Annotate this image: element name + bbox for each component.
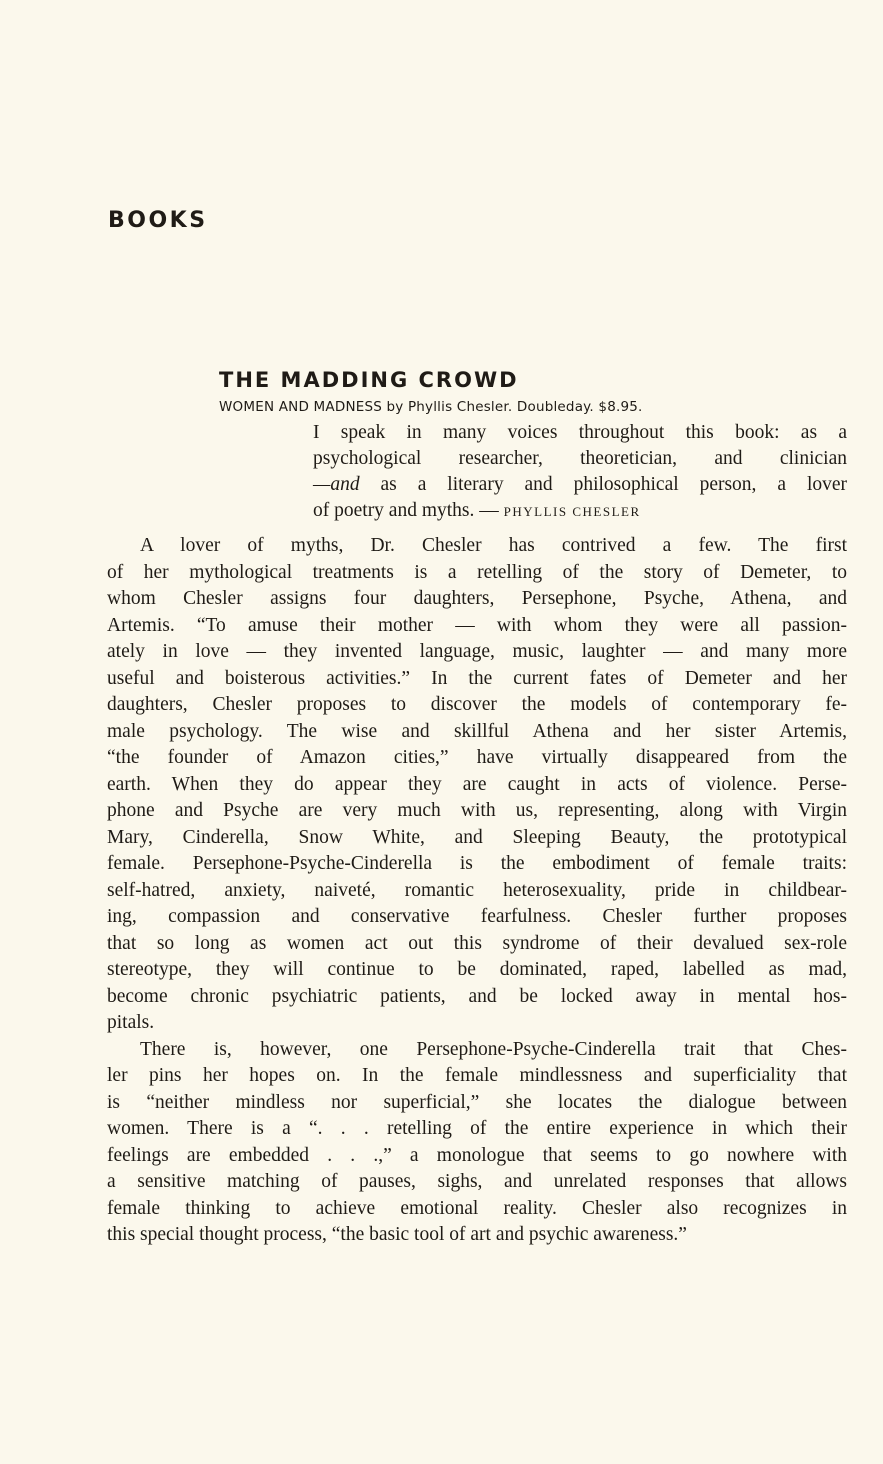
body-line: phone and Psyche are very much with us, representing, along with Virgin bbox=[107, 800, 847, 821]
body-line: that so long as women act out this syndrome of their devalued sex-role bbox=[107, 932, 847, 954]
epigraph-text: as a literary and philosophical person, a lover bbox=[380, 474, 848, 495]
body-line: useful and boisterous activities.” In the current fates of Demeter and her bbox=[107, 667, 847, 689]
body-line: this special thought process, “the basic tool of art and psychic awareness.” bbox=[107, 1224, 687, 1245]
body-line: Artemis. “To amuse their mother — with whom they were all passion- bbox=[107, 614, 847, 636]
body-line: pitals. bbox=[107, 1012, 155, 1033]
body-line: whom Chesler assigns four daughters, Persephone, Psyche, Athena, and bbox=[107, 588, 847, 609]
epigraph-line: psychological researcher, theoretician, and clinician bbox=[313, 448, 847, 469]
body-line: ler pins her hopes on. In the female mindlessness and superficiality that bbox=[107, 1065, 847, 1086]
epigraph-line bbox=[313, 498, 847, 524]
body-line: women. There is a “. . . retelling of the entire experience in which their bbox=[107, 1118, 847, 1139]
body-line: female thinking to achieve emotional reality. Chesler also recognizes in bbox=[107, 1197, 847, 1219]
body-line: stereotype, they will continue to be dominated, raped, labelled as mad, bbox=[107, 959, 847, 980]
epigraph bbox=[313, 420, 847, 524]
body-line: A lover of myths, Dr. Chesler has contrived a few. The first bbox=[140, 535, 847, 556]
body-line: feelings are embedded . . .,” a monologue that seems to go nowhere with bbox=[107, 1144, 847, 1166]
book-info: WOMEN AND MADNESS by Phyllis Chesler. Doubleday. $8.95. bbox=[219, 399, 643, 415]
body-line: a sensitive matching of pauses, sighs, and unrelated responses that allows bbox=[107, 1171, 847, 1192]
body-line: daughters, Chesler proposes to discover the models of contemporary fe- bbox=[107, 694, 847, 715]
body-line: “the founder of Amazon cities,” have virtually disappeared from the bbox=[107, 747, 847, 768]
epigraph-attribution: PHYLLIS CHESLER bbox=[503, 504, 641, 519]
epigraph-text: of poetry and myths. — bbox=[313, 500, 499, 521]
body-line: There is, however, one Persephone-Psyche-Cinderella trait that Ches- bbox=[140, 1038, 847, 1060]
body-line: male psychology. The wise and skillful Athena and her sister Artemis, bbox=[107, 720, 847, 742]
body-line: of her mythological treatments is a retelling of the story of Demeter, to bbox=[107, 561, 847, 583]
article-title: THE MADDING CROWD bbox=[219, 368, 519, 392]
body-line: is “neither mindless nor superficial,” she locates the dialogue between bbox=[107, 1091, 847, 1113]
body-line: become chronic psychiatric patients, and be locked away in mental hos- bbox=[107, 985, 847, 1007]
body-line: self-hatred, anxiety, naiveté, romantic heterosexuality, pride in childbear- bbox=[107, 879, 847, 901]
body-line: Mary, Cinderella, Snow White, and Sleeping Beauty, the prototypical bbox=[107, 826, 847, 848]
body-line: female. Persephone-Psyche-Cinderella is the embodiment of female traits: bbox=[107, 853, 847, 874]
section-heading: BOOKS bbox=[108, 208, 208, 233]
body-line: ately in love — they invented language, music, laughter — and many more bbox=[107, 641, 847, 662]
body-line: earth. When they do appear they are caught in acts of violence. Perse- bbox=[107, 773, 847, 795]
epigraph-line: I speak in many voices throughout this book: as a bbox=[313, 422, 847, 443]
epigraph-line bbox=[313, 472, 847, 498]
epigraph-emphasis: —and bbox=[313, 474, 360, 495]
article-body bbox=[107, 533, 847, 1249]
body-line: ing, compassion and conservative fearfulness. Chesler further proposes bbox=[107, 906, 847, 927]
